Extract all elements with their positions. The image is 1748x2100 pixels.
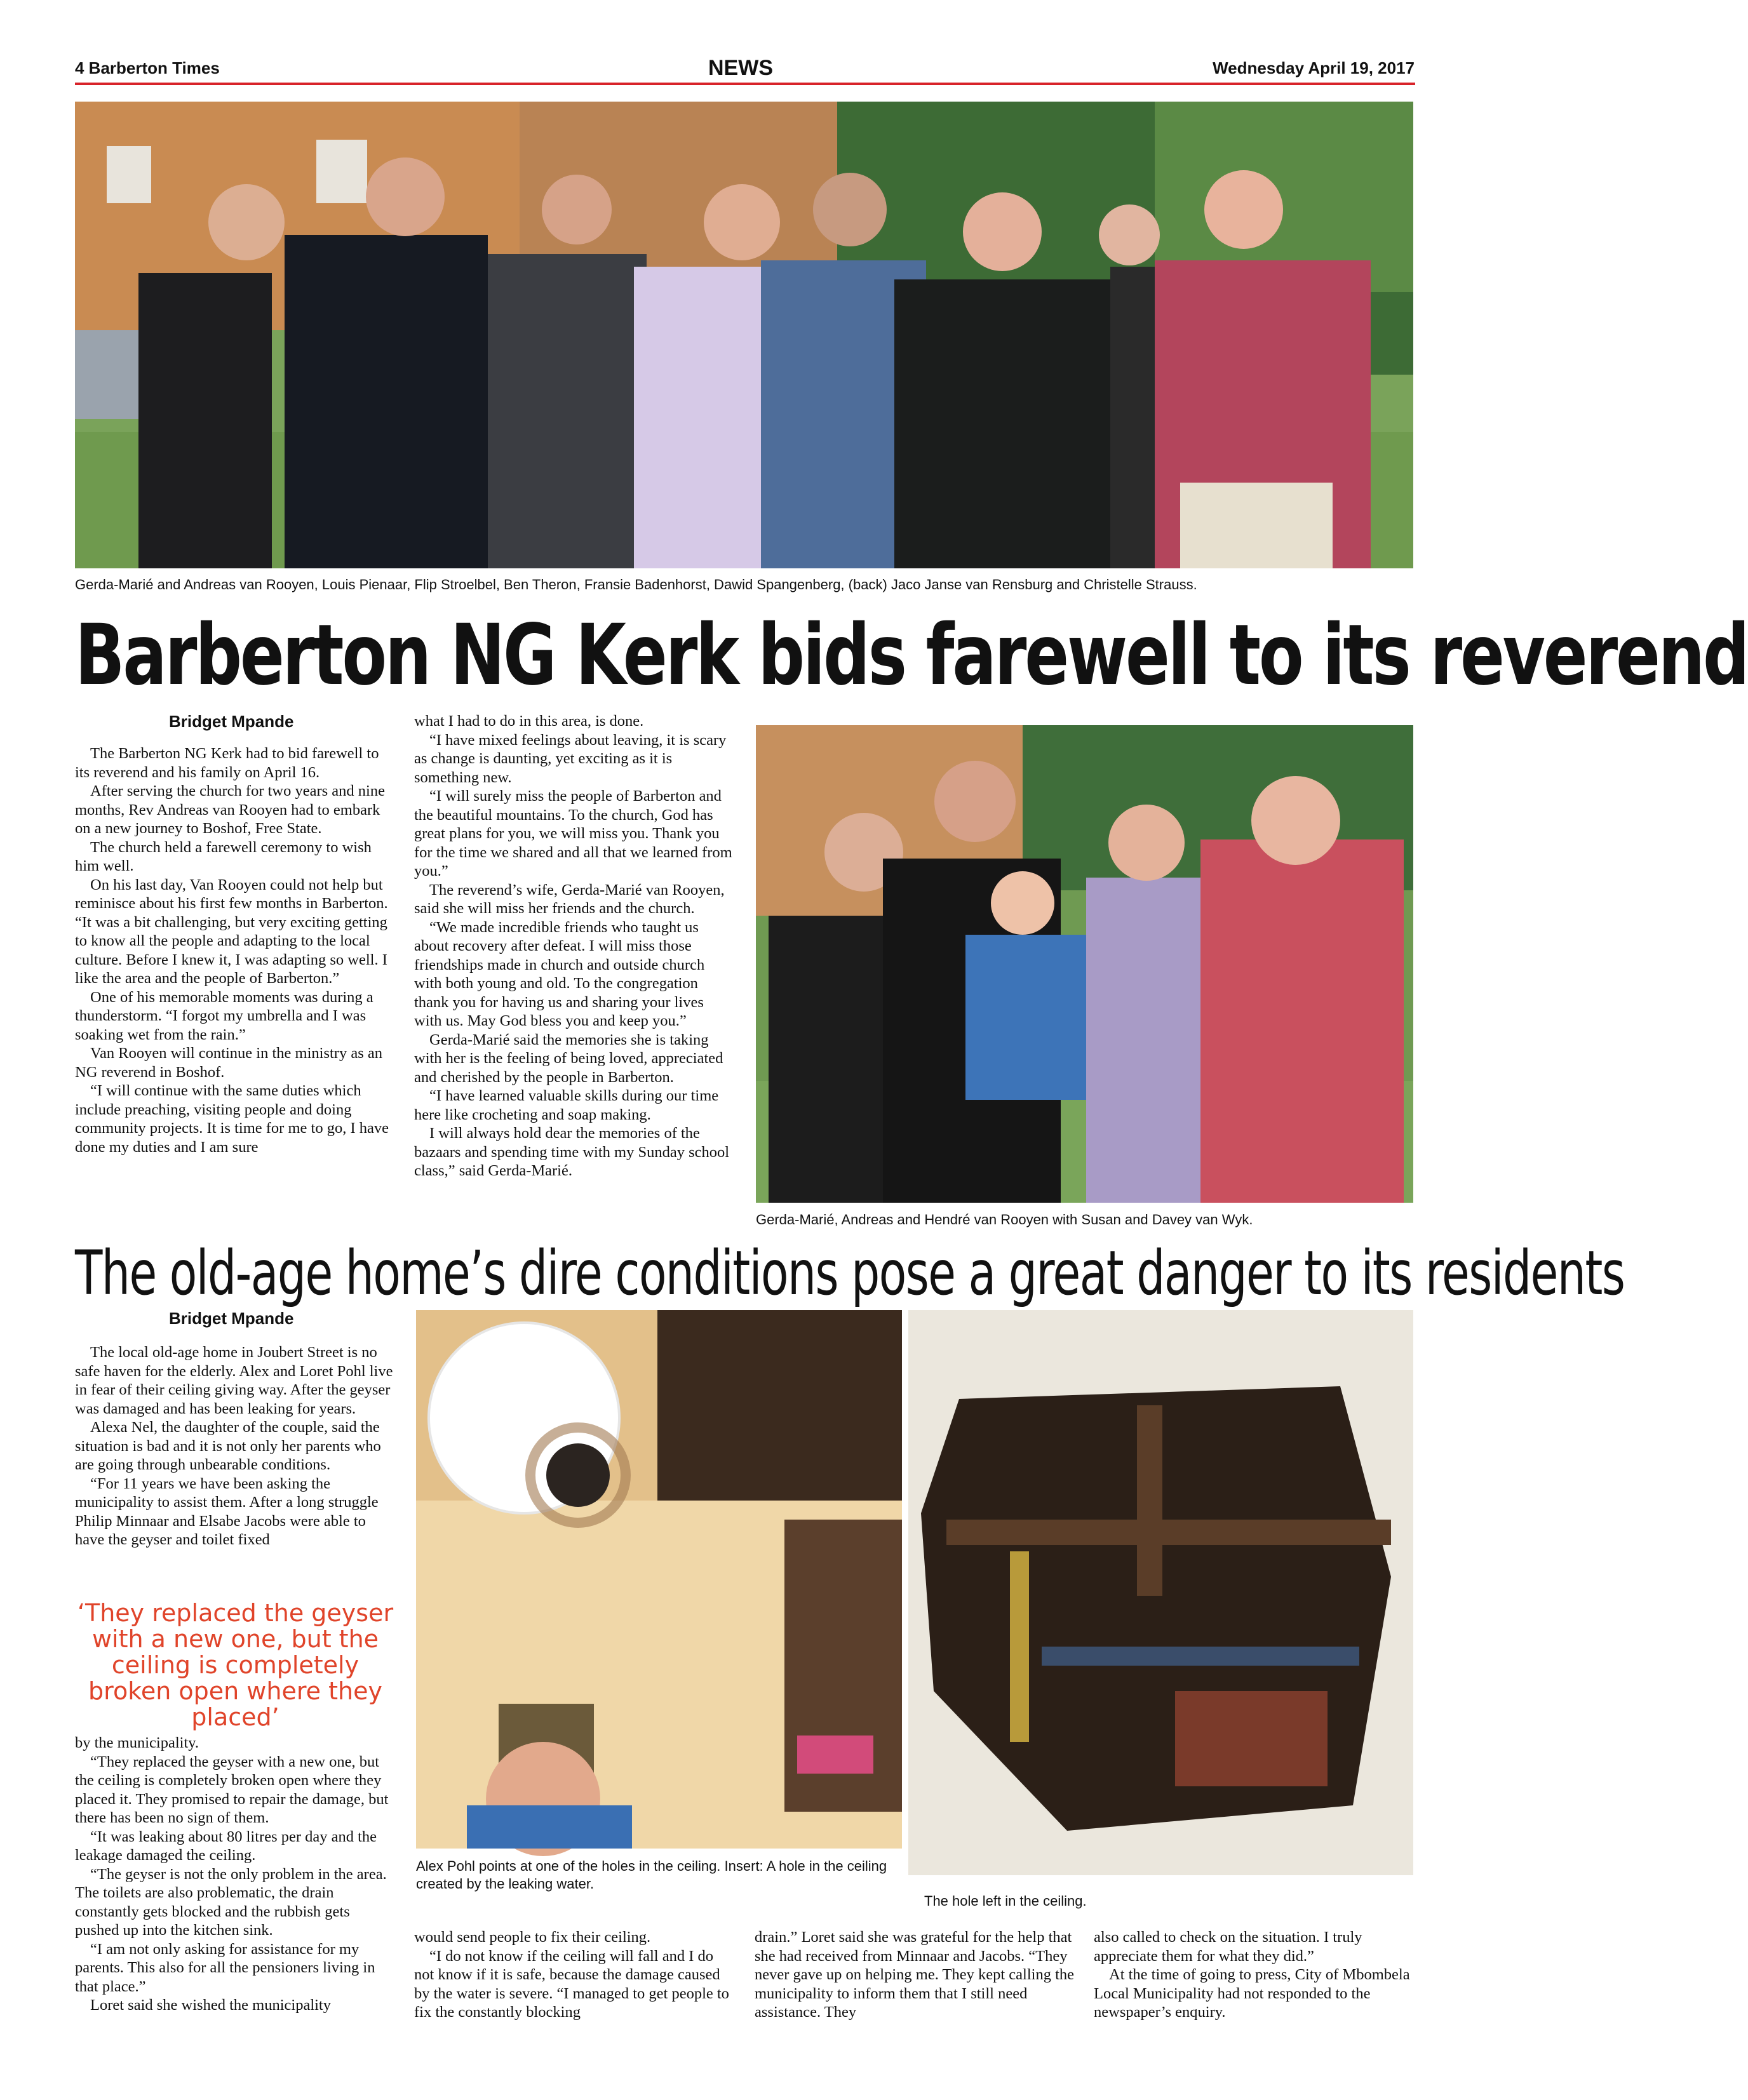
article1-column-1: [75, 744, 396, 1156]
group-photo-caption: Gerda-Marié and Andreas van Rooyen, Louis Pienaar, Flip Stroelbel, Ben Theron, Fransie Badenhorst, Dawid Spangenberg, (back) Jaco Janse van Rensburg and Christelle Strauss.: [75, 577, 1197, 592]
page-label: 4 Barberton Times: [75, 58, 220, 77]
article2-column-2: [414, 1928, 735, 2022]
paragraph: Alexa Nel, the daughter of the couple, said the situation is bad and it is not only her parents who are going through unbearable conditions.: [75, 1419, 381, 1473]
ceiling-hole-photo-caption: The hole left in the ceiling.: [924, 1893, 1087, 1909]
paragraph: “I will continue with the same duties which include preaching, visiting people and doing community projects. It is time for me to go, I have done my duties and I am sure: [75, 1082, 389, 1156]
paragraph: “It was leaking about 80 litres per day and the leakage damaged the ceiling.: [75, 1828, 377, 1864]
paragraph: by the municipality.: [75, 1734, 199, 1751]
paragraph: “I am not only asking for assistance for my parents. This also for all the pensioners living in that place.”: [75, 1940, 375, 1995]
paragraph: “They replaced the geyser with a new one, but the ceiling is completely broken open where they placed it. They promised to repair the damage, but there has been no sign of them.: [75, 1753, 389, 1826]
paragraph: “I have mixed feelings about leaving, it is scary as change is daunting, yet exciting as it is something new.: [414, 731, 727, 786]
paragraph: “I will surely miss the people of Barberton and the beautiful mountains. To the church, God has great plans for you, we will miss you. Thank you for the time we shared and all that we learned from you.”: [414, 787, 732, 879]
paragraph: Van Rooyen will continue in the ministry as an NG reverend in Boshof.: [75, 1045, 382, 1081]
ceiling-photo-alex: [416, 1310, 902, 1849]
paragraph: “I have learned valuable skills during our time here like crocheting and soap making.: [414, 1087, 719, 1123]
paragraph: drain.” Loret said she was grateful for the help that she had received from Minnaar and Jacobs. “They never gave up on helping me. They kept calling the municipality to inform them that I still need assistance. They: [755, 1929, 1075, 2021]
paragraph: also called to check on the situation. I truly appreciate them for what they did.”: [1094, 1929, 1362, 1965]
section-label: NEWS: [708, 56, 773, 80]
group-photo: [75, 102, 1413, 568]
article2-column-4: [1094, 1928, 1415, 2022]
paragraph: The local old-age home in Joubert Street is no safe haven for the elderly. Alex and Loret Pohl live in fear of their ceiling giving way. After the geyser was damaged and has been leaking for years.: [75, 1344, 393, 1417]
article2-byline: Bridget Mpande: [169, 1309, 294, 1328]
family-photo-caption: Gerda-Marié, Andreas and Hendré van Rooyen with Susan and Davey van Wyk.: [756, 1212, 1253, 1227]
paragraph: “We made incredible friends who taught us about recovery after defeat. I will miss those friendships made in church and outside church with both young and old. To the congregation thank you for having us and sharing your lives with us. May God bless you and keep you.”: [414, 918, 705, 1029]
paragraph: “For 11 years we have been asking the municipality to assist them. After a long struggle Philip Minnaar and Elsabe Jacobs were able to have the geyser and toilet fixed: [75, 1475, 379, 1548]
paragraph: The church held a farewell ceremony to wish him well.: [75, 838, 372, 874]
article1-byline: Bridget Mpande: [169, 712, 294, 731]
ceiling-hole-photo: [908, 1310, 1413, 1875]
article2-headline: The old-age home’s dire conditions pose a great danger to its residents: [75, 1238, 1625, 1309]
paragraph: what I had to do in this area, is done.: [414, 712, 644, 730]
ceiling-photo-alex-caption: Alex Pohl points at one of the holes in the ceiling. Insert: A hole in the ceiling created by the leaking water.: [416, 1858, 887, 1892]
article1-column-2: [414, 712, 735, 1180]
article2-column-1-bottom: [75, 1734, 396, 2015]
article2-column-1-top: [75, 1343, 396, 1549]
issue-date: Wednesday April 19, 2017: [1213, 58, 1415, 77]
paragraph: I will always hold dear the memories of the bazaars and spending time with my Sunday school class,” said Gerda-Marié.: [414, 1125, 730, 1179]
paragraph: The reverend’s wife, Gerda-Marié van Rooyen, said she will miss her friends and the church.: [414, 881, 725, 917]
pull-quote: ‘They replaced the geyser with a new one, but the ceiling is completely broken open where they placed’: [77, 1599, 394, 1731]
family-photo: [756, 725, 1413, 1203]
paragraph: “The geyser is not the only problem in the area. The toilets are also problematic, the drain constantly gets blocked and the rubbish gets pushed up into the kitchen sink.: [75, 1865, 387, 1939]
paragraph: After serving the church for two years and nine months, Rev Andreas van Rooyen had to embark on a new journey to Boshof, Free State.: [75, 782, 385, 837]
paragraph: Loret said she wished the municipality: [90, 1996, 331, 2014]
article2-column-3: [755, 1928, 1075, 2022]
paragraph: One of his memorable moments was during a thunderstorm. “I forgot my umbrella and I was soaking wet from the rain.”: [75, 988, 373, 1043]
paragraph: would send people to fix their ceiling.: [414, 1929, 651, 1946]
header-rule: [75, 83, 1415, 85]
paragraph: The Barberton NG Kerk had to bid farewell to its reverend and his family on April 16.: [75, 745, 379, 781]
paragraph: On his last day, Van Rooyen could not help but reminisce about his first few months in Barberton. “It was a bit challenging, but very exciting getting to know all the people and adapting to the local culture. Before I knew it, I was adapting so well. I like the area and the people of Barberton.”: [75, 876, 388, 987]
paragraph: Gerda-Marié said the memories she is taking with her is the feeling of being loved, appreciated and cherished by the people in Barberton.: [414, 1031, 723, 1086]
article1-headline: Barberton NG Kerk bids farewell to its reverend: [75, 606, 1748, 704]
paragraph: “I do not know if the ceiling will fall and I do not know if it is safe, because the damage caused by the water is severe. “I managed to get people to fix the constantly blocking: [414, 1947, 729, 2021]
paragraph: At the time of going to press, City of Mbombela Local Municipality had not responded to the newspaper’s enquiry.: [1094, 1966, 1410, 2021]
